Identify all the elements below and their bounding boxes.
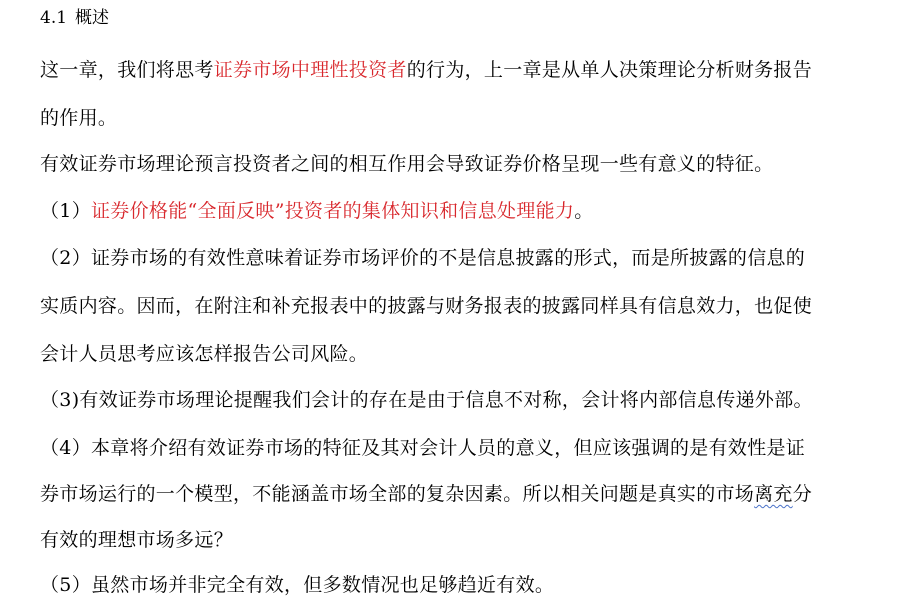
highlighted-text: 证券市场中理性投资者 — [213, 59, 407, 81]
paragraph-text: 这一章，我们将思考 — [40, 59, 214, 81]
paragraph-4-line-1: （2）证券市场的有效性意味着证券市场评价的不是信息披露的形式，而是所披露的信息的 — [40, 247, 806, 269]
paragraph-6-line-3: 有效的理想市场多远？ — [40, 529, 234, 551]
paragraph-5: （3)有效证券市场理论提醒我们会计的存在是由于信息不对称，会计将内部信息传递外部。 — [40, 389, 813, 411]
paragraph-text: 券市场运行的一个模型，不能涵盖市场全部的复杂因素。所以相关问题是真实的市场 — [40, 483, 755, 505]
spellcheck-marked-text: 离充 — [754, 483, 793, 505]
paragraph-3 — [40, 197, 594, 225]
paragraph-6-line-2 — [40, 480, 812, 508]
paragraph-text: 分 — [792, 483, 813, 505]
paragraph-1-line-1 — [40, 56, 812, 84]
section-title: 概述 — [75, 8, 110, 28]
paragraph-4-line-3: 会计人员思考应该怎样报告公司风险。 — [40, 343, 369, 365]
paragraph-text: 。 — [574, 200, 594, 222]
section-number: 4.1 — [40, 8, 68, 28]
paragraph-2: 有效证券市场理论预言投资者之间的相互作用会导致证券价格呈现一些有意义的特征。 — [40, 153, 774, 175]
paragraph-4-line-2: 实质内容。因而，在附注和补充报表中的披露与财务报表的披露同样具有信息效力，也促使 — [40, 295, 813, 317]
list-marker: （1） — [40, 200, 91, 222]
highlighted-text: 证券价格能“全面反映”投资者的集体知识和信息处理能力 — [91, 200, 575, 222]
section-heading — [40, 4, 109, 32]
paragraph-1-line-2: 的作用。 — [40, 107, 118, 129]
paragraph-7: （5）虽然市场并非完全有效，但多数情况也足够趋近有效。 — [40, 574, 555, 596]
paragraph-6-line-1: （4）本章将介绍有效证券市场的特征及其对会计人员的意义，但应该强调的是有效性是证 — [40, 437, 806, 459]
paragraph-text: 的行为，上一章是从单人决策理论分析财务报告 — [406, 59, 813, 81]
